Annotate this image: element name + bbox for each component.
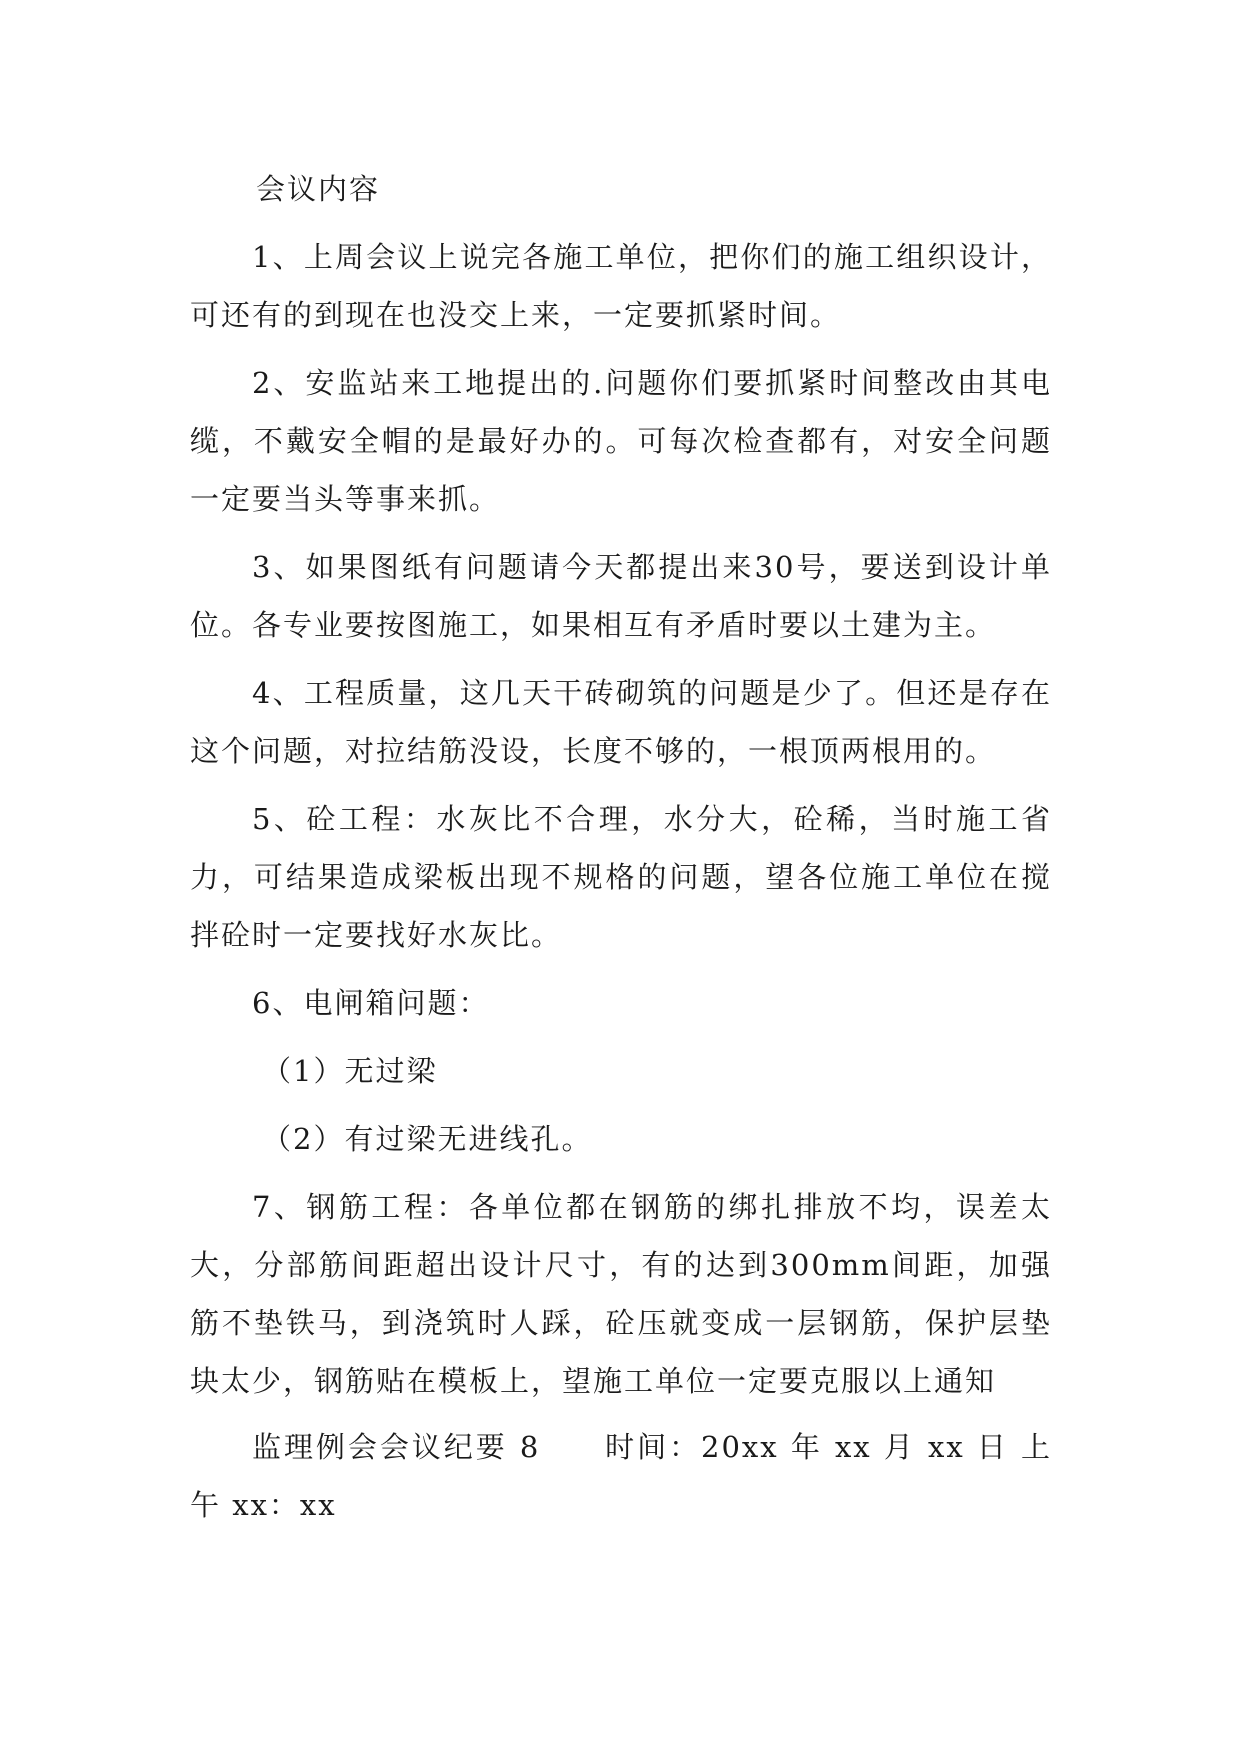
sub-item-2: （2）有过梁无进线孔。 [262,1122,593,1156]
paragraph-item-1: 1、上周会议上说完各施工单位，把你们的施工组织设计，可还有的到现在也没交上来，一定要抓紧时间。 [190,240,1052,332]
document-body [190,160,1052,1534]
paragraph-item-5: 5、砼工程：水灰比不合理，水分大，砼稀，当时施工省力，可结果造成梁板出现不规格的问题，望各位施工单位在搅拌砼时一定要找好水灰比。 [190,802,1052,952]
paragraph-item-6: 6、电闸箱问题： [252,986,490,1020]
paragraph-item-2: 2、安监站来工地提出的.问题你们要抓紧时间整改由其电缆，不戴安全帽的是最好办的。可每次检查都有，对安全问题一定要当头等事来抓。 [190,366,1052,516]
paragraph-item-3: 3、如果图纸有问题请今天都提出来30号，要送到设计单位。各专业要按图施工，如果相互有矛盾时要以土建为主。 [190,550,1052,642]
paragraph-item-4: 4、工程质量，这几天干砖砌筑的问题是少了。但还是存在这个问题，对拉结筋没设，长度不够的，一根顶两根用的。 [190,676,1052,768]
sub-item-1: （1）无过梁 [262,1054,438,1088]
paragraph-item-7: 7、钢筋工程：各单位都在钢筋的绑扎排放不均，误差太大，分部筋间距超出设计尺寸，有的达到300mm间距，加强筋不垫铁马，到浇筑时人踩，砼压就变成一层钢筋，保护层垫块太少，钢筋贴在模板上，望施工单位一定要克服以上通知 [190,1190,1052,1398]
section-heading: 会议内容 [256,172,381,206]
minutes-title-line: 监理例会会议纪要 8 时间：20xx 年 xx 月 xx 日 上午 xx：xx [190,1430,1052,1522]
